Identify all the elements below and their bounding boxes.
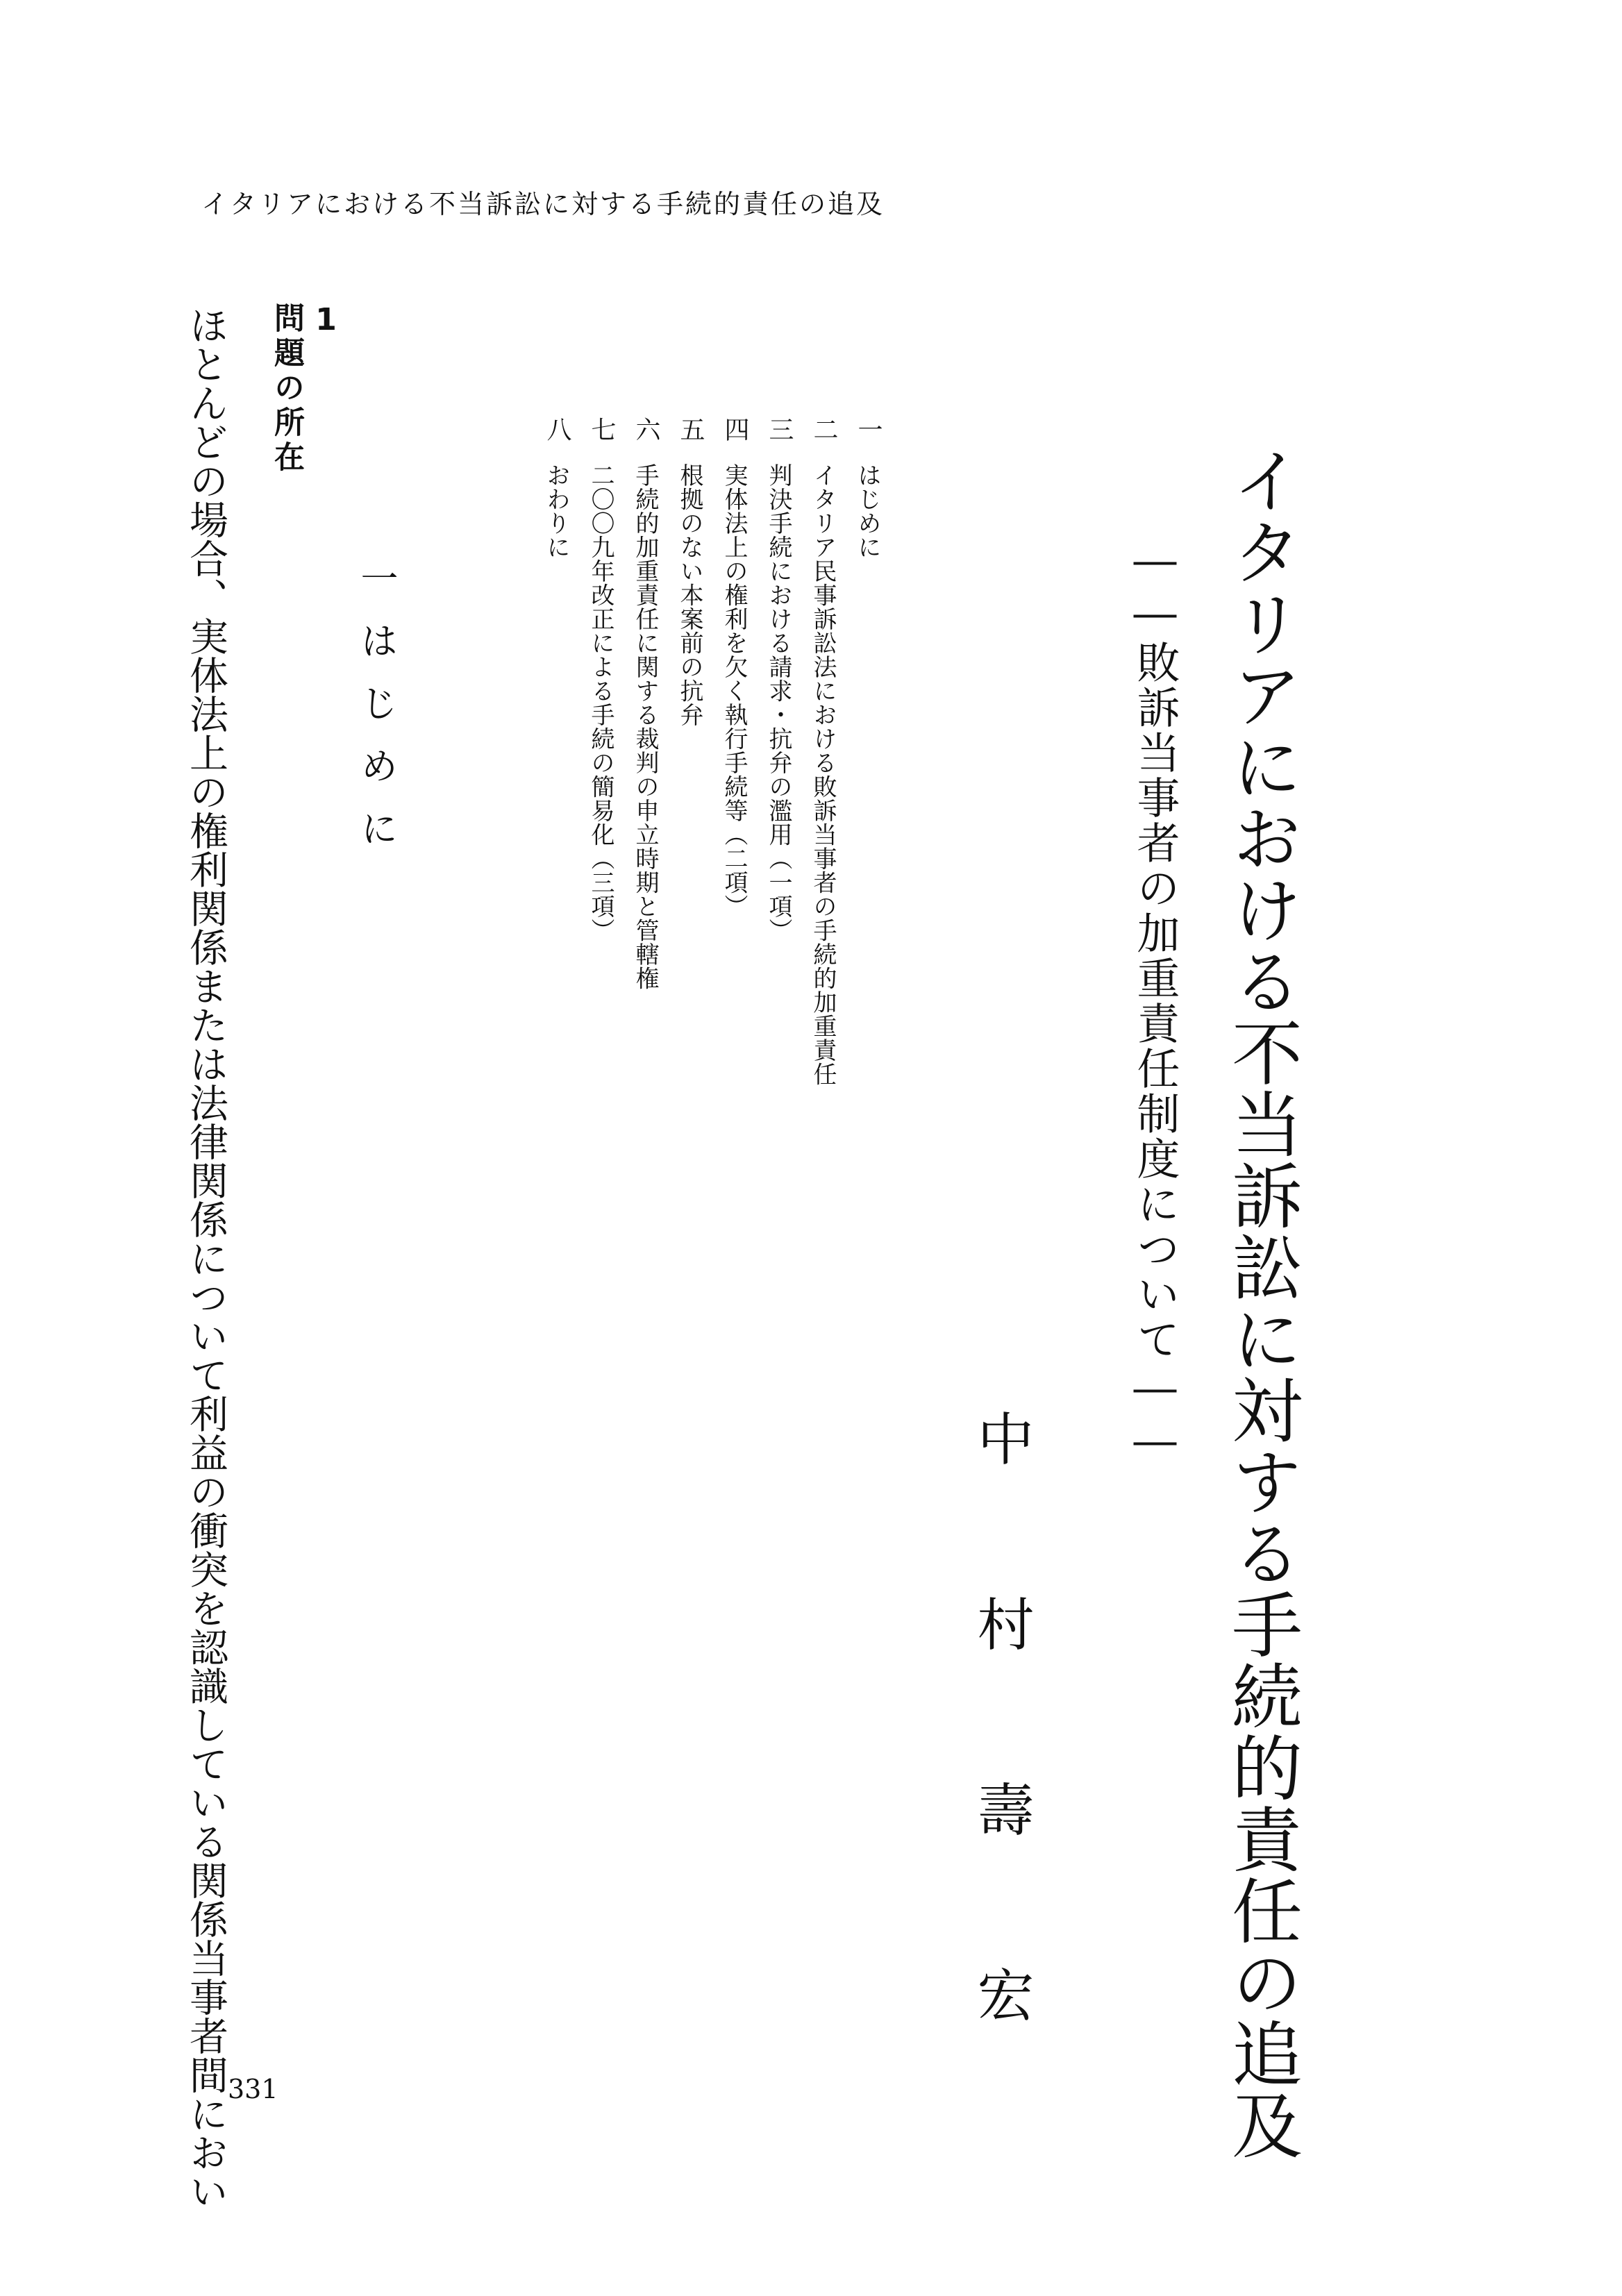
toc-item-number: 三 xyxy=(765,417,794,442)
toc-item-text: 根拠のない本案前の抗弁 xyxy=(676,463,703,727)
toc-item-text: おわりに xyxy=(542,463,570,559)
toc-item xyxy=(589,417,617,1250)
toc-item xyxy=(633,417,661,1250)
toc-item-text: 判決手続における請求・抗弁の濫用（一項） xyxy=(764,463,792,942)
author-name: 中村壽宏 xyxy=(968,1409,1034,2151)
toc-item xyxy=(811,417,839,1250)
toc-item-number: 八 xyxy=(543,417,571,442)
body-paragraph: ほとんどの場合、実体法上の権利関係または法律関係について利益の衝突を認識している関係当事者間におい xyxy=(183,305,228,2211)
toc-item-text: イタリア民事訴訟法における敗訴当事者の手続的加重責任 xyxy=(809,463,837,1086)
toc-item-text: 実体法上の権利を欠く執行手続等（二項） xyxy=(720,463,748,919)
subsection-title: 問題の所在 xyxy=(269,302,304,476)
section-heading xyxy=(355,559,399,871)
toc-item-number: 六 xyxy=(632,417,660,442)
page-number: 331 xyxy=(228,2074,278,2104)
toc-item xyxy=(722,417,750,1250)
toc-item-number: 一 xyxy=(854,417,883,442)
toc-item-number: 二 xyxy=(810,417,838,442)
toc-item-text: 二〇〇九年改正による手続の簡易化（三項） xyxy=(587,463,614,942)
subsection-heading xyxy=(264,302,344,476)
toc-item-number: 七 xyxy=(587,417,616,442)
toc-item xyxy=(544,417,572,1250)
toc-item-text: 手続的加重責任に関する裁判の申立時期と管轄権 xyxy=(631,463,659,990)
toc-item xyxy=(764,417,794,1250)
running-header: イタリアにおける不当訴訟に対する手続的責任の追及 xyxy=(201,189,885,219)
toc-item-number: 五 xyxy=(676,417,705,442)
article-subtitle: ――敗訴当事者の加重責任制度について―― xyxy=(1130,535,1180,1468)
toc-item xyxy=(678,417,705,1250)
section-number: 一 xyxy=(355,559,399,621)
toc-item-number: 四 xyxy=(721,417,749,442)
toc-item xyxy=(855,417,883,1250)
section-title: はじめに xyxy=(355,621,399,871)
subsection-number: 1 xyxy=(308,302,344,337)
article-title: イタリアにおける不当訴訟に対する手続的責任の追及 xyxy=(1220,444,1303,2161)
toc-item-text: はじめに xyxy=(853,463,881,559)
